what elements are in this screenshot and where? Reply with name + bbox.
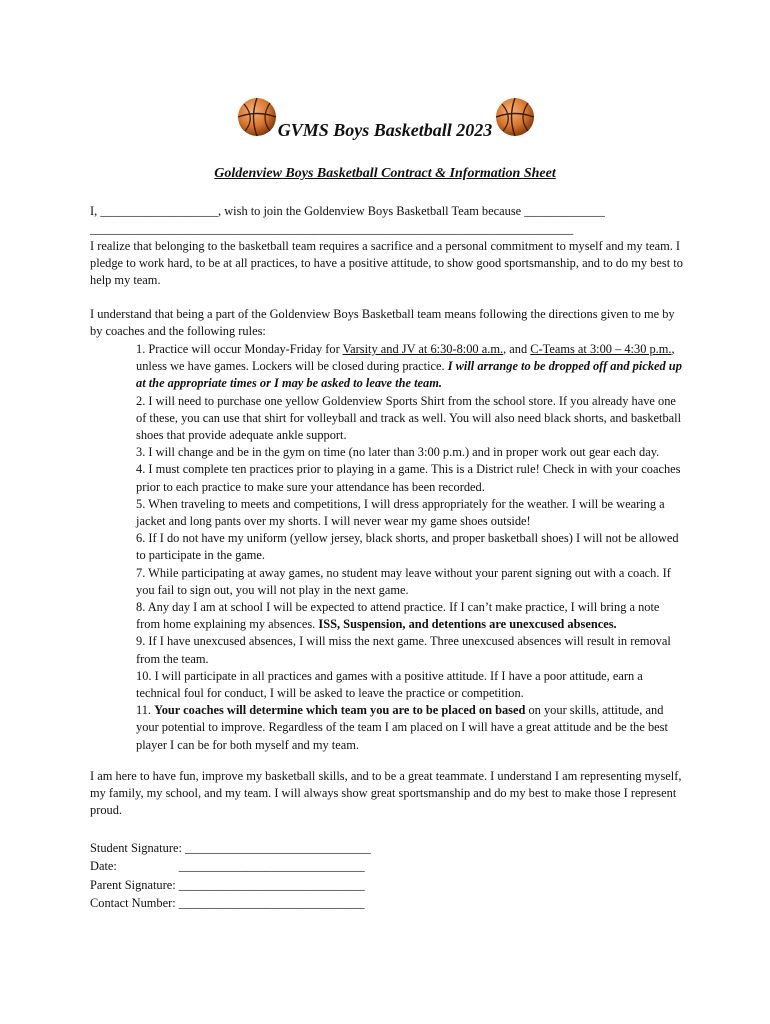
rule-6: 6. If I do not have my uniform (yellow jersey, black shorts, and proper basketball shoes) I will not be allowed to participate in the game. — [136, 531, 679, 563]
rule-11: 11. Your coaches will determine which team you are to be placed on based on your skills, attitude, and your potential to improve. Regardless of the team I am placed on I will have a great attitude and be the best player I can be for both myself and my team. — [136, 703, 668, 752]
rule-3: 3. I will change and be in the gym on time (no later than 3:00 p.m.) and in proper work out gear each day. — [136, 445, 660, 460]
commitment-paragraph: I realize that belonging to the basketball team requires a sacrifice and a personal commitment to myself and my team. I pledge to work hard, to be at all practices, to have a positive attitude, to show good sportsmanship, and to do my best to help my team. — [90, 239, 683, 287]
rule-7: 7. While participating at away games, no student may leave without your parent signing out with a coach. If you fail to sign out, you will not play in the next game. — [136, 565, 671, 597]
rule-9: 9. If I have unexcused absences, I will miss the next game. Three unexcused absences will result in removal from the team. — [136, 634, 671, 666]
rule-1: 1. Practice will occur Monday-Friday for Varsity and JV at 6:30-8:00 a.m., and C-Teams at 3:00 – 4:30 p.m., unless we have games. Lockers will be closed during practice. I will arrange to be dropped off and picked up at the appropriate times or I may be asked to leave the team. — [136, 342, 682, 391]
parent-signature-line: Parent Signature: ______________________________ — [90, 878, 365, 892]
rule-4: 4. I must complete ten practices prior to playing in a game. This is a District rule! Check in with your coaches prior to each practice to make sure your attendance has been recorded. — [136, 462, 681, 494]
document-subtitle: Goldenview Boys Basketball Contract & Information Sheet — [214, 166, 556, 181]
student-signature-line: Student Signature: ______________________________ — [90, 841, 371, 855]
contact-number-line: Contact Number: ______________________________ — [90, 896, 365, 910]
rules-list — [136, 341, 684, 754]
rule-5: 5. When traveling to meets and competitions, I will dress appropriately for the weather. I will be wearing a jacket and long pants over my shorts. I will never wear my game shoes outside! — [136, 496, 665, 529]
rule-8: 8. Any day I am at school I will be expected to attend practice. If I can’t make practice, I will bring a note from home explaining my absences. ISS, Suspension, and detentions are unexcused absences. — [136, 600, 660, 632]
closing-paragraph: I am here to have fun, improve my basketball skills, and to be a great teammate. I understand I am representing myself, my family, my school, and my team. I will always show great sportsmanship and do my best to make those I represent proud. — [90, 769, 682, 817]
intro-fill-line: I, ___________________, wish to join the Goldenview Boys Basketball Team because _____________ — [90, 204, 605, 218]
rules-intro-paragraph: I understand that being a part of the Goldenview Boys Basketball team means following the directions given to me by by coaches and the following rules: — [90, 307, 675, 338]
rule-10: 10. I will participate in all practices and games with a positive attitude. If I have a poor attitude, earn a technical foul for conduct, I will be asked to leave the practice or competition. — [136, 668, 643, 701]
document-title: GVMS Boys Basketball 2023 — [277, 120, 493, 140]
intro-blank-line: ______________________________________________________________________________ — [90, 222, 574, 236]
rule-2: 2. I will need to purchase one yellow Goldenview Sports Shirt from the school store. If you already have one of these, you can use that shirt for volleyball and track as well. You will also need black shorts, and basketball shoes that provide adequate ankle support. — [136, 393, 682, 443]
date-line: Date: ______________________________ — [90, 859, 365, 873]
